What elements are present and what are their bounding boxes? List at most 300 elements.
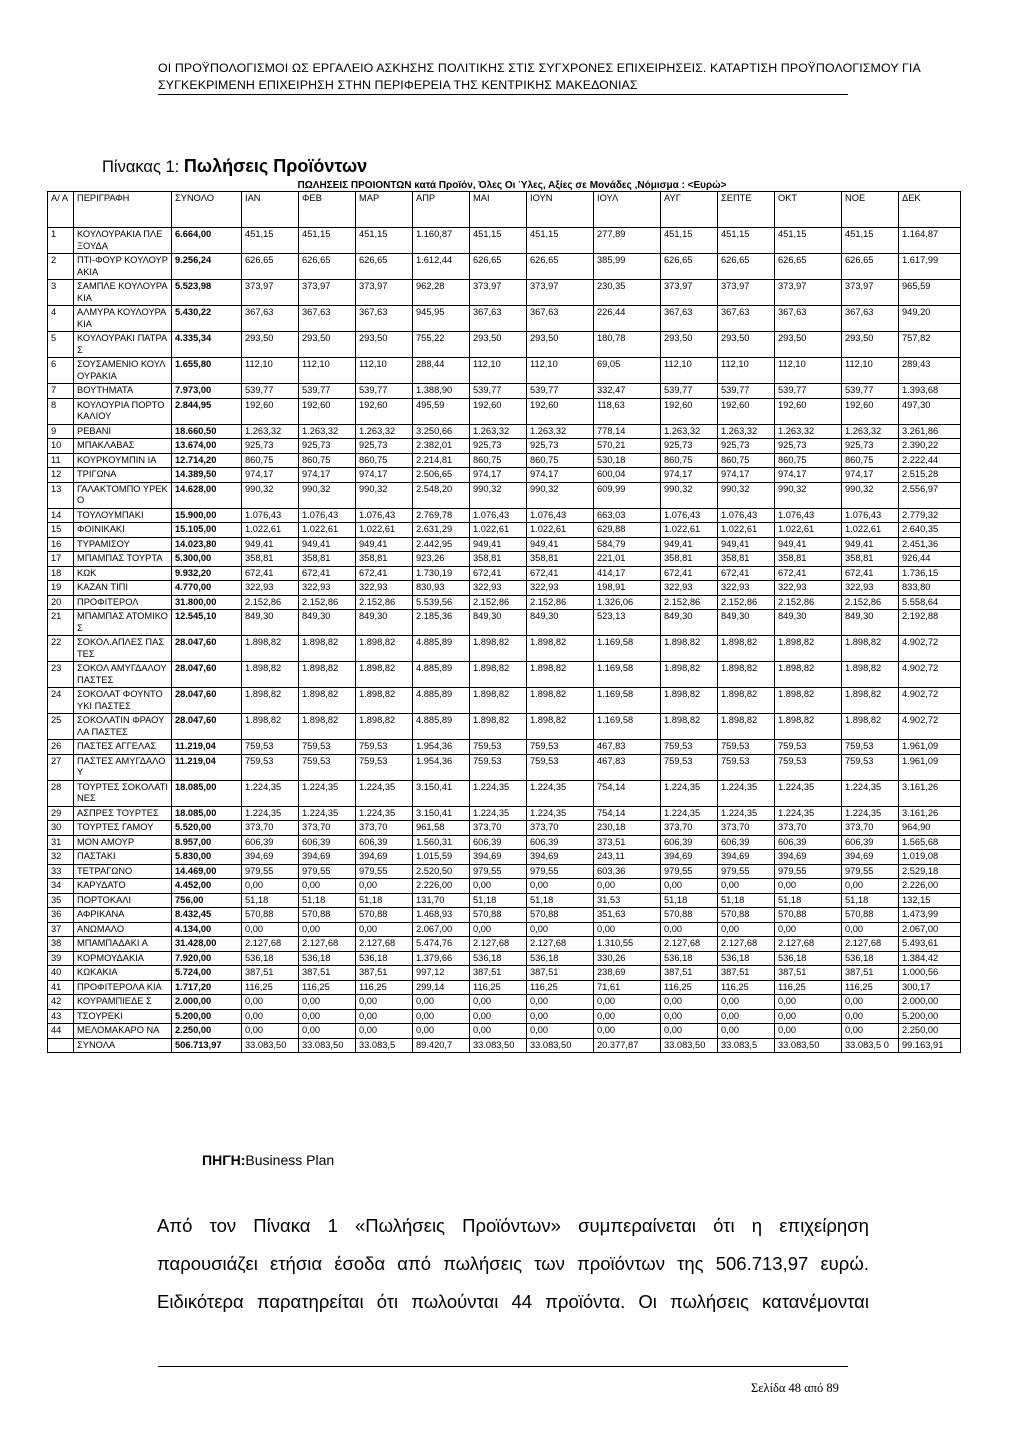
month-cell: 925,73 xyxy=(242,439,299,454)
description-cell: ΣΑΜΠΛΕ ΚΟΥΛΟΥΡΑΚΙΑ xyxy=(74,280,172,306)
month-cell: 2.067,00 xyxy=(899,922,961,937)
month-cell: 33.083,5 0 xyxy=(842,1038,899,1053)
month-cell: 1.263,32 xyxy=(242,424,299,439)
month-cell: 192,60 xyxy=(775,398,842,424)
table-body xyxy=(48,228,961,1053)
paragraph-word: η xyxy=(751,1215,763,1236)
month-cell: 4.885,89 xyxy=(413,688,470,714)
table-row xyxy=(48,864,961,879)
month-cell: 0,00 xyxy=(356,1024,413,1039)
page-number: Σελίδα 48 από 89 xyxy=(751,1381,839,1395)
description-cell: ΡΕΒΑΝΙ xyxy=(74,424,172,439)
month-cell: 367,63 xyxy=(527,306,594,332)
month-cell: 979,55 xyxy=(527,864,594,879)
month-cell: 849,30 xyxy=(242,610,299,636)
description-cell: ΑΝΩΜΑΛΟ xyxy=(74,922,172,937)
total-cell: 4.134,00 xyxy=(172,922,242,937)
month-cell: 925,73 xyxy=(718,439,775,454)
month-cell: 0,00 xyxy=(661,995,718,1010)
month-cell: 759,53 xyxy=(775,754,842,780)
month-cell: 1.898,82 xyxy=(661,688,718,714)
month-cell: 1.388,90 xyxy=(413,384,470,399)
column-header: ΜΑΙ xyxy=(470,192,527,228)
month-cell: 289,43 xyxy=(899,358,961,384)
row-number-cell: 18 xyxy=(48,566,74,581)
month-cell: 0,00 xyxy=(594,922,661,937)
month-cell: 322,93 xyxy=(470,581,527,596)
table-row xyxy=(48,821,961,836)
month-cell: 1.263,32 xyxy=(527,424,594,439)
month-cell: 373,70 xyxy=(527,821,594,836)
month-cell: 230,18 xyxy=(594,821,661,836)
month-cell: 860,75 xyxy=(527,453,594,468)
month-cell: 990,32 xyxy=(842,482,899,508)
month-cell: 2.529,18 xyxy=(899,864,961,879)
month-cell: 606,39 xyxy=(299,835,356,850)
month-cell: 974,17 xyxy=(470,468,527,483)
month-cell: 570,88 xyxy=(242,908,299,923)
description-cell: ΠΑΣΤΕΣ ΑΓΓΕΛΑΣ xyxy=(74,740,172,755)
description-cell: ΜΠΑΜΠΑΣ ΑΤΟΜΙΚΟΣ xyxy=(74,610,172,636)
paragraph-word: Πίνακα xyxy=(253,1215,311,1236)
total-cell: 5.523,98 xyxy=(172,280,242,306)
paragraph-word: Προϊόντων» xyxy=(462,1215,561,1236)
month-cell: 387,51 xyxy=(661,966,718,981)
month-cell: 387,51 xyxy=(242,966,299,981)
month-cell: 2.127,68 xyxy=(242,937,299,952)
month-cell: 33.083,5 xyxy=(718,1038,775,1053)
month-cell: 990,32 xyxy=(775,482,842,508)
body-paragraph xyxy=(157,1207,869,1321)
month-cell: 293,50 xyxy=(299,332,356,358)
month-cell: 2.152,86 xyxy=(299,595,356,610)
month-cell: 51,18 xyxy=(356,893,413,908)
month-cell: 539,77 xyxy=(527,384,594,399)
month-cell: 373,97 xyxy=(661,280,718,306)
table-row xyxy=(48,835,961,850)
month-cell: 467,83 xyxy=(594,754,661,780)
month-cell: 112,10 xyxy=(661,358,718,384)
month-cell: 118,63 xyxy=(594,398,661,424)
column-header: ΔΕΚ xyxy=(899,192,961,228)
table-row xyxy=(48,254,961,280)
paragraph-word: έσοδα xyxy=(334,1253,386,1274)
month-cell: 990,32 xyxy=(356,482,413,508)
month-cell: 0,00 xyxy=(413,1009,470,1024)
month-cell: 0,00 xyxy=(242,995,299,1010)
month-cell: 759,53 xyxy=(356,754,413,780)
month-cell: 606,39 xyxy=(718,835,775,850)
month-cell: 293,50 xyxy=(842,332,899,358)
total-cell: 18.085,00 xyxy=(172,780,242,806)
month-cell: 759,53 xyxy=(661,754,718,780)
month-cell: 2.152,86 xyxy=(718,595,775,610)
month-cell: 4.902,72 xyxy=(899,636,961,662)
month-cell: 198,91 xyxy=(594,581,661,596)
month-cell: 1.898,82 xyxy=(299,636,356,662)
table-row xyxy=(48,966,961,981)
month-cell: 1.224,35 xyxy=(775,806,842,821)
month-cell: 536,18 xyxy=(718,951,775,966)
paragraph-word: των xyxy=(534,1253,565,1274)
month-cell: 0,00 xyxy=(242,1024,299,1039)
month-cell: 0,00 xyxy=(594,879,661,894)
month-cell: 1.468,93 xyxy=(413,908,470,923)
month-cell: 2.390,22 xyxy=(899,439,961,454)
row-number-cell: 12 xyxy=(48,468,74,483)
month-cell: 974,17 xyxy=(775,468,842,483)
month-cell: 0,00 xyxy=(470,995,527,1010)
paragraph-word: προϊόντων xyxy=(576,1253,665,1274)
row-number-cell: 21 xyxy=(48,610,74,636)
month-cell: 606,39 xyxy=(775,835,842,850)
table-header-row xyxy=(48,192,961,228)
month-cell: 1.898,82 xyxy=(299,714,356,740)
description-cell: ΚΟΥΡΚΟΥΜΠΙΝ ΙΑ xyxy=(74,453,172,468)
month-cell: 322,93 xyxy=(718,581,775,596)
month-cell: 945,95 xyxy=(413,306,470,332)
description-cell: ΚΑΡΥΔΑΤΟ xyxy=(74,879,172,894)
description-cell: ΤΕΤΡΑΓΩΝΟ xyxy=(74,864,172,879)
month-cell: 925,73 xyxy=(299,439,356,454)
month-cell: 0,00 xyxy=(718,1024,775,1039)
table-row xyxy=(48,806,961,821)
column-header: ΝΟΕ xyxy=(842,192,899,228)
month-cell: 962,28 xyxy=(413,280,470,306)
row-number-cell: 9 xyxy=(48,424,74,439)
month-cell: 672,41 xyxy=(775,566,842,581)
month-cell: 974,17 xyxy=(718,468,775,483)
month-cell: 860,75 xyxy=(661,453,718,468)
month-cell: 358,81 xyxy=(470,552,527,567)
description-cell: ΜΟΝ ΑΜΟΥΡ xyxy=(74,835,172,850)
month-cell: 358,81 xyxy=(842,552,899,567)
table-row xyxy=(48,508,961,523)
month-cell: 1.224,35 xyxy=(842,806,899,821)
table-row xyxy=(48,662,961,688)
month-cell: 1.565,68 xyxy=(899,835,961,850)
month-cell: 0,00 xyxy=(842,1009,899,1024)
total-cell: 5.300,00 xyxy=(172,552,242,567)
total-cell: 28.047,60 xyxy=(172,714,242,740)
description-cell: ΣΟΥΣΑΜΕΝΙΟ ΚΟΥΛΟΥΡΑΚΙΑ xyxy=(74,358,172,384)
total-cell: 7.920,00 xyxy=(172,951,242,966)
month-cell: 1.730,19 xyxy=(413,566,470,581)
table-row xyxy=(48,439,961,454)
month-cell: 949,41 xyxy=(527,537,594,552)
month-cell: 925,73 xyxy=(775,439,842,454)
month-cell: 367,63 xyxy=(470,306,527,332)
month-cell: 1.224,35 xyxy=(299,806,356,821)
paragraph-line-2 xyxy=(157,1245,869,1283)
month-cell: 2.185,36 xyxy=(413,610,470,636)
month-cell: 1.617,99 xyxy=(899,254,961,280)
description-cell: ΤΡΙΓΩΝΑ xyxy=(74,468,172,483)
total-cell: 5.724,00 xyxy=(172,966,242,981)
month-cell: 2.152,86 xyxy=(527,595,594,610)
month-cell: 0,00 xyxy=(594,1009,661,1024)
month-cell: 0,00 xyxy=(775,879,842,894)
month-cell: 394,69 xyxy=(242,850,299,865)
table-row xyxy=(48,566,961,581)
paragraph-line-3 xyxy=(157,1283,869,1321)
totals-row xyxy=(48,1038,961,1053)
month-cell: 2.214,81 xyxy=(413,453,470,468)
month-cell: 990,32 xyxy=(299,482,356,508)
month-cell: 1.076,43 xyxy=(527,508,594,523)
month-cell: 974,17 xyxy=(661,468,718,483)
month-cell: 373,97 xyxy=(775,280,842,306)
month-cell: 979,55 xyxy=(356,864,413,879)
total-cell: 4.770,00 xyxy=(172,581,242,596)
month-cell: 626,65 xyxy=(842,254,899,280)
month-cell: 1.015,59 xyxy=(413,850,470,865)
month-cell: 192,60 xyxy=(299,398,356,424)
month-cell: 1.473,99 xyxy=(899,908,961,923)
total-cell: 506.713,97 xyxy=(172,1038,242,1053)
total-cell: 15.900,00 xyxy=(172,508,242,523)
table-row xyxy=(48,358,961,384)
table-row xyxy=(48,1009,961,1024)
total-cell: 7.973,00 xyxy=(172,384,242,399)
month-cell: 1.263,32 xyxy=(299,424,356,439)
month-cell: 373,97 xyxy=(299,280,356,306)
description-cell: ΜΠΑΜΠΑΣ ΤΟΥΡΤΑ xyxy=(74,552,172,567)
total-cell: 28.047,60 xyxy=(172,662,242,688)
month-cell: 0,00 xyxy=(299,879,356,894)
table-row xyxy=(48,384,961,399)
month-cell: 990,32 xyxy=(718,482,775,508)
row-number-cell: 37 xyxy=(48,922,74,937)
month-cell: 373,97 xyxy=(842,280,899,306)
total-cell: 11.219,04 xyxy=(172,740,242,755)
total-cell: 5.200,00 xyxy=(172,1009,242,1024)
month-cell: 3.250,66 xyxy=(413,424,470,439)
month-cell: 2.127,68 xyxy=(718,937,775,952)
total-cell: 2.000,00 xyxy=(172,995,242,1010)
table-row xyxy=(48,714,961,740)
sales-table xyxy=(47,191,961,1053)
month-cell: 1.961,09 xyxy=(899,740,961,755)
month-cell: 1.954,36 xyxy=(413,740,470,755)
total-cell: 9.932,20 xyxy=(172,566,242,581)
paragraph-word: Οι xyxy=(638,1291,657,1312)
total-cell: 5.520,00 xyxy=(172,821,242,836)
paragraph-word: Από xyxy=(157,1215,193,1236)
description-cell: ΠΡΟΦΙΤΕΡΟΛΑ ΚΙΑ xyxy=(74,980,172,995)
total-cell: 12.714,20 xyxy=(172,453,242,468)
month-cell: 949,41 xyxy=(775,537,842,552)
month-cell: 860,75 xyxy=(718,453,775,468)
month-cell: 293,50 xyxy=(775,332,842,358)
month-cell: 451,15 xyxy=(718,228,775,254)
description-cell: ΚΑΖΑΝ ΤΙΠΙ xyxy=(74,581,172,596)
total-cell: 31.428,00 xyxy=(172,937,242,952)
description-cell: ΠΟΡΤΟΚΑΛΙ xyxy=(74,893,172,908)
month-cell: 530,18 xyxy=(594,453,661,468)
row-number-cell: 40 xyxy=(48,966,74,981)
month-cell: 539,77 xyxy=(242,384,299,399)
month-cell: 394,69 xyxy=(718,850,775,865)
month-cell: 536,18 xyxy=(242,951,299,966)
total-cell: 14.469,00 xyxy=(172,864,242,879)
month-cell: 322,93 xyxy=(661,581,718,596)
row-number-cell: 23 xyxy=(48,662,74,688)
month-cell: 1.169,58 xyxy=(594,662,661,688)
month-cell: 0,00 xyxy=(594,995,661,1010)
month-cell: 497,30 xyxy=(899,398,961,424)
month-cell: 759,53 xyxy=(842,740,899,755)
month-cell: 0,00 xyxy=(527,1009,594,1024)
row-number-cell: 11 xyxy=(48,453,74,468)
month-cell: 1.263,32 xyxy=(470,424,527,439)
total-cell: 8.432,45 xyxy=(172,908,242,923)
month-cell: 0,00 xyxy=(413,995,470,1010)
month-cell: 1.000,56 xyxy=(899,966,961,981)
month-cell: 116,25 xyxy=(299,980,356,995)
month-cell: 373,70 xyxy=(242,821,299,836)
description-cell: ΣΟΚΟΛΑΤΙΝ ΦΡΑΟΥΛΑ ΠΑΣΤΕΣ xyxy=(74,714,172,740)
month-cell: 293,50 xyxy=(527,332,594,358)
total-cell: 31.800,00 xyxy=(172,595,242,610)
month-cell: 367,63 xyxy=(356,306,413,332)
row-number-cell: 29 xyxy=(48,806,74,821)
month-cell: 1.224,35 xyxy=(242,780,299,806)
month-cell: 192,60 xyxy=(527,398,594,424)
month-cell: 849,30 xyxy=(775,610,842,636)
month-cell: 332,47 xyxy=(594,384,661,399)
month-cell: 4.902,72 xyxy=(899,662,961,688)
month-cell: 1.263,32 xyxy=(356,424,413,439)
column-header: ΑΥΓ xyxy=(661,192,718,228)
month-cell: 192,60 xyxy=(661,398,718,424)
month-cell: 974,17 xyxy=(842,468,899,483)
month-cell: 1.310,55 xyxy=(594,937,661,952)
month-cell: 5.474,76 xyxy=(413,937,470,952)
month-cell: 1.076,43 xyxy=(470,508,527,523)
month-cell: 112,10 xyxy=(242,358,299,384)
month-cell: 0,00 xyxy=(718,995,775,1010)
table-row xyxy=(48,980,961,995)
month-cell: 949,41 xyxy=(842,537,899,552)
month-cell: 112,10 xyxy=(718,358,775,384)
description-cell: ΑΦΡΙΚΑΝΑ xyxy=(74,908,172,923)
month-cell: 1.076,43 xyxy=(242,508,299,523)
month-cell: 1.160,87 xyxy=(413,228,470,254)
month-cell: 451,15 xyxy=(470,228,527,254)
month-cell: 2.127,68 xyxy=(661,937,718,952)
month-cell: 0,00 xyxy=(356,1009,413,1024)
month-cell: 1.263,32 xyxy=(842,424,899,439)
month-cell: 1.898,82 xyxy=(718,688,775,714)
month-cell: 1.076,43 xyxy=(661,508,718,523)
month-cell: 1.736,15 xyxy=(899,566,961,581)
paragraph-word: από xyxy=(397,1253,432,1274)
description-cell: ΤΟΥΡΤΕΣ ΓΑΜΟΥ xyxy=(74,821,172,836)
month-cell: 1.898,82 xyxy=(470,688,527,714)
column-header: ΜΑΡ xyxy=(356,192,413,228)
month-cell: 570,88 xyxy=(470,908,527,923)
month-cell: 351,63 xyxy=(594,908,661,923)
month-cell: 536,18 xyxy=(356,951,413,966)
month-cell: 1.898,82 xyxy=(470,714,527,740)
month-cell: 536,18 xyxy=(527,951,594,966)
month-cell: 322,93 xyxy=(242,581,299,596)
month-cell: 1.898,82 xyxy=(661,662,718,688)
month-cell: 1.898,82 xyxy=(718,714,775,740)
paragraph-word: πωλήσεις xyxy=(443,1253,522,1274)
month-cell: 626,65 xyxy=(527,254,594,280)
row-number-cell: 30 xyxy=(48,821,74,836)
month-cell: 759,53 xyxy=(242,740,299,755)
description-cell: ΒΟΥΤΗΜΑΤΑ xyxy=(74,384,172,399)
month-cell: 1.169,58 xyxy=(594,688,661,714)
month-cell: 570,88 xyxy=(299,908,356,923)
month-cell: 2.152,86 xyxy=(242,595,299,610)
month-cell: 373,70 xyxy=(299,821,356,836)
total-cell: 28.047,60 xyxy=(172,688,242,714)
month-cell: 322,93 xyxy=(775,581,842,596)
description-cell: ΓΑΛΑΚΤΟΜΠΟ ΥΡΕΚΟ xyxy=(74,482,172,508)
table-row xyxy=(48,537,961,552)
paragraph-word: παρουσιάζει xyxy=(157,1253,258,1274)
month-cell: 0,00 xyxy=(299,1024,356,1039)
month-cell: 0,00 xyxy=(718,922,775,937)
month-cell: 759,53 xyxy=(356,740,413,755)
month-cell: 1.022,61 xyxy=(242,523,299,538)
month-cell: 523,13 xyxy=(594,610,661,636)
month-cell: 539,77 xyxy=(356,384,413,399)
month-cell: 2.152,86 xyxy=(775,595,842,610)
row-number-cell xyxy=(48,1038,74,1053)
month-cell: 1.898,82 xyxy=(775,662,842,688)
total-cell: 28.047,60 xyxy=(172,636,242,662)
running-header xyxy=(158,60,921,94)
row-number-cell: 2 xyxy=(48,254,74,280)
month-cell: 243,11 xyxy=(594,850,661,865)
month-cell: 0,00 xyxy=(413,1024,470,1039)
month-cell: 373,70 xyxy=(356,821,413,836)
month-cell: 373,97 xyxy=(356,280,413,306)
month-cell: 0,00 xyxy=(527,995,594,1010)
month-cell: 830,93 xyxy=(413,581,470,596)
total-cell: 1.655,80 xyxy=(172,358,242,384)
description-cell: ΣΟΚΟΛΑΤ ΦΟΥΝΤΟΥΚΙ ΠΑΣΤΕΣ xyxy=(74,688,172,714)
description-cell: ΚΟΥΛΟΥΡΙΑ ΠΟΡΤΟΚΑΛΙΟΥ xyxy=(74,398,172,424)
month-cell: 2.127,68 xyxy=(299,937,356,952)
table-row xyxy=(48,688,961,714)
month-cell: 949,41 xyxy=(718,537,775,552)
month-cell: 570,88 xyxy=(842,908,899,923)
month-cell: 1.898,82 xyxy=(470,636,527,662)
table-row xyxy=(48,610,961,636)
month-cell: 759,53 xyxy=(299,740,356,755)
table-row xyxy=(48,908,961,923)
month-cell: 1.898,82 xyxy=(775,688,842,714)
month-cell: 965,59 xyxy=(899,280,961,306)
month-cell: 299,14 xyxy=(413,980,470,995)
month-cell: 1.898,82 xyxy=(470,662,527,688)
month-cell: 322,93 xyxy=(356,581,413,596)
description-cell: ΤΥΡΑΜΙΣΟΥ xyxy=(74,537,172,552)
month-cell: 570,88 xyxy=(718,908,775,923)
month-cell: 112,10 xyxy=(299,358,356,384)
month-cell: 394,69 xyxy=(775,850,842,865)
month-cell: 849,30 xyxy=(356,610,413,636)
month-cell: 759,53 xyxy=(527,740,594,755)
table-row xyxy=(48,332,961,358)
month-cell: 849,30 xyxy=(299,610,356,636)
